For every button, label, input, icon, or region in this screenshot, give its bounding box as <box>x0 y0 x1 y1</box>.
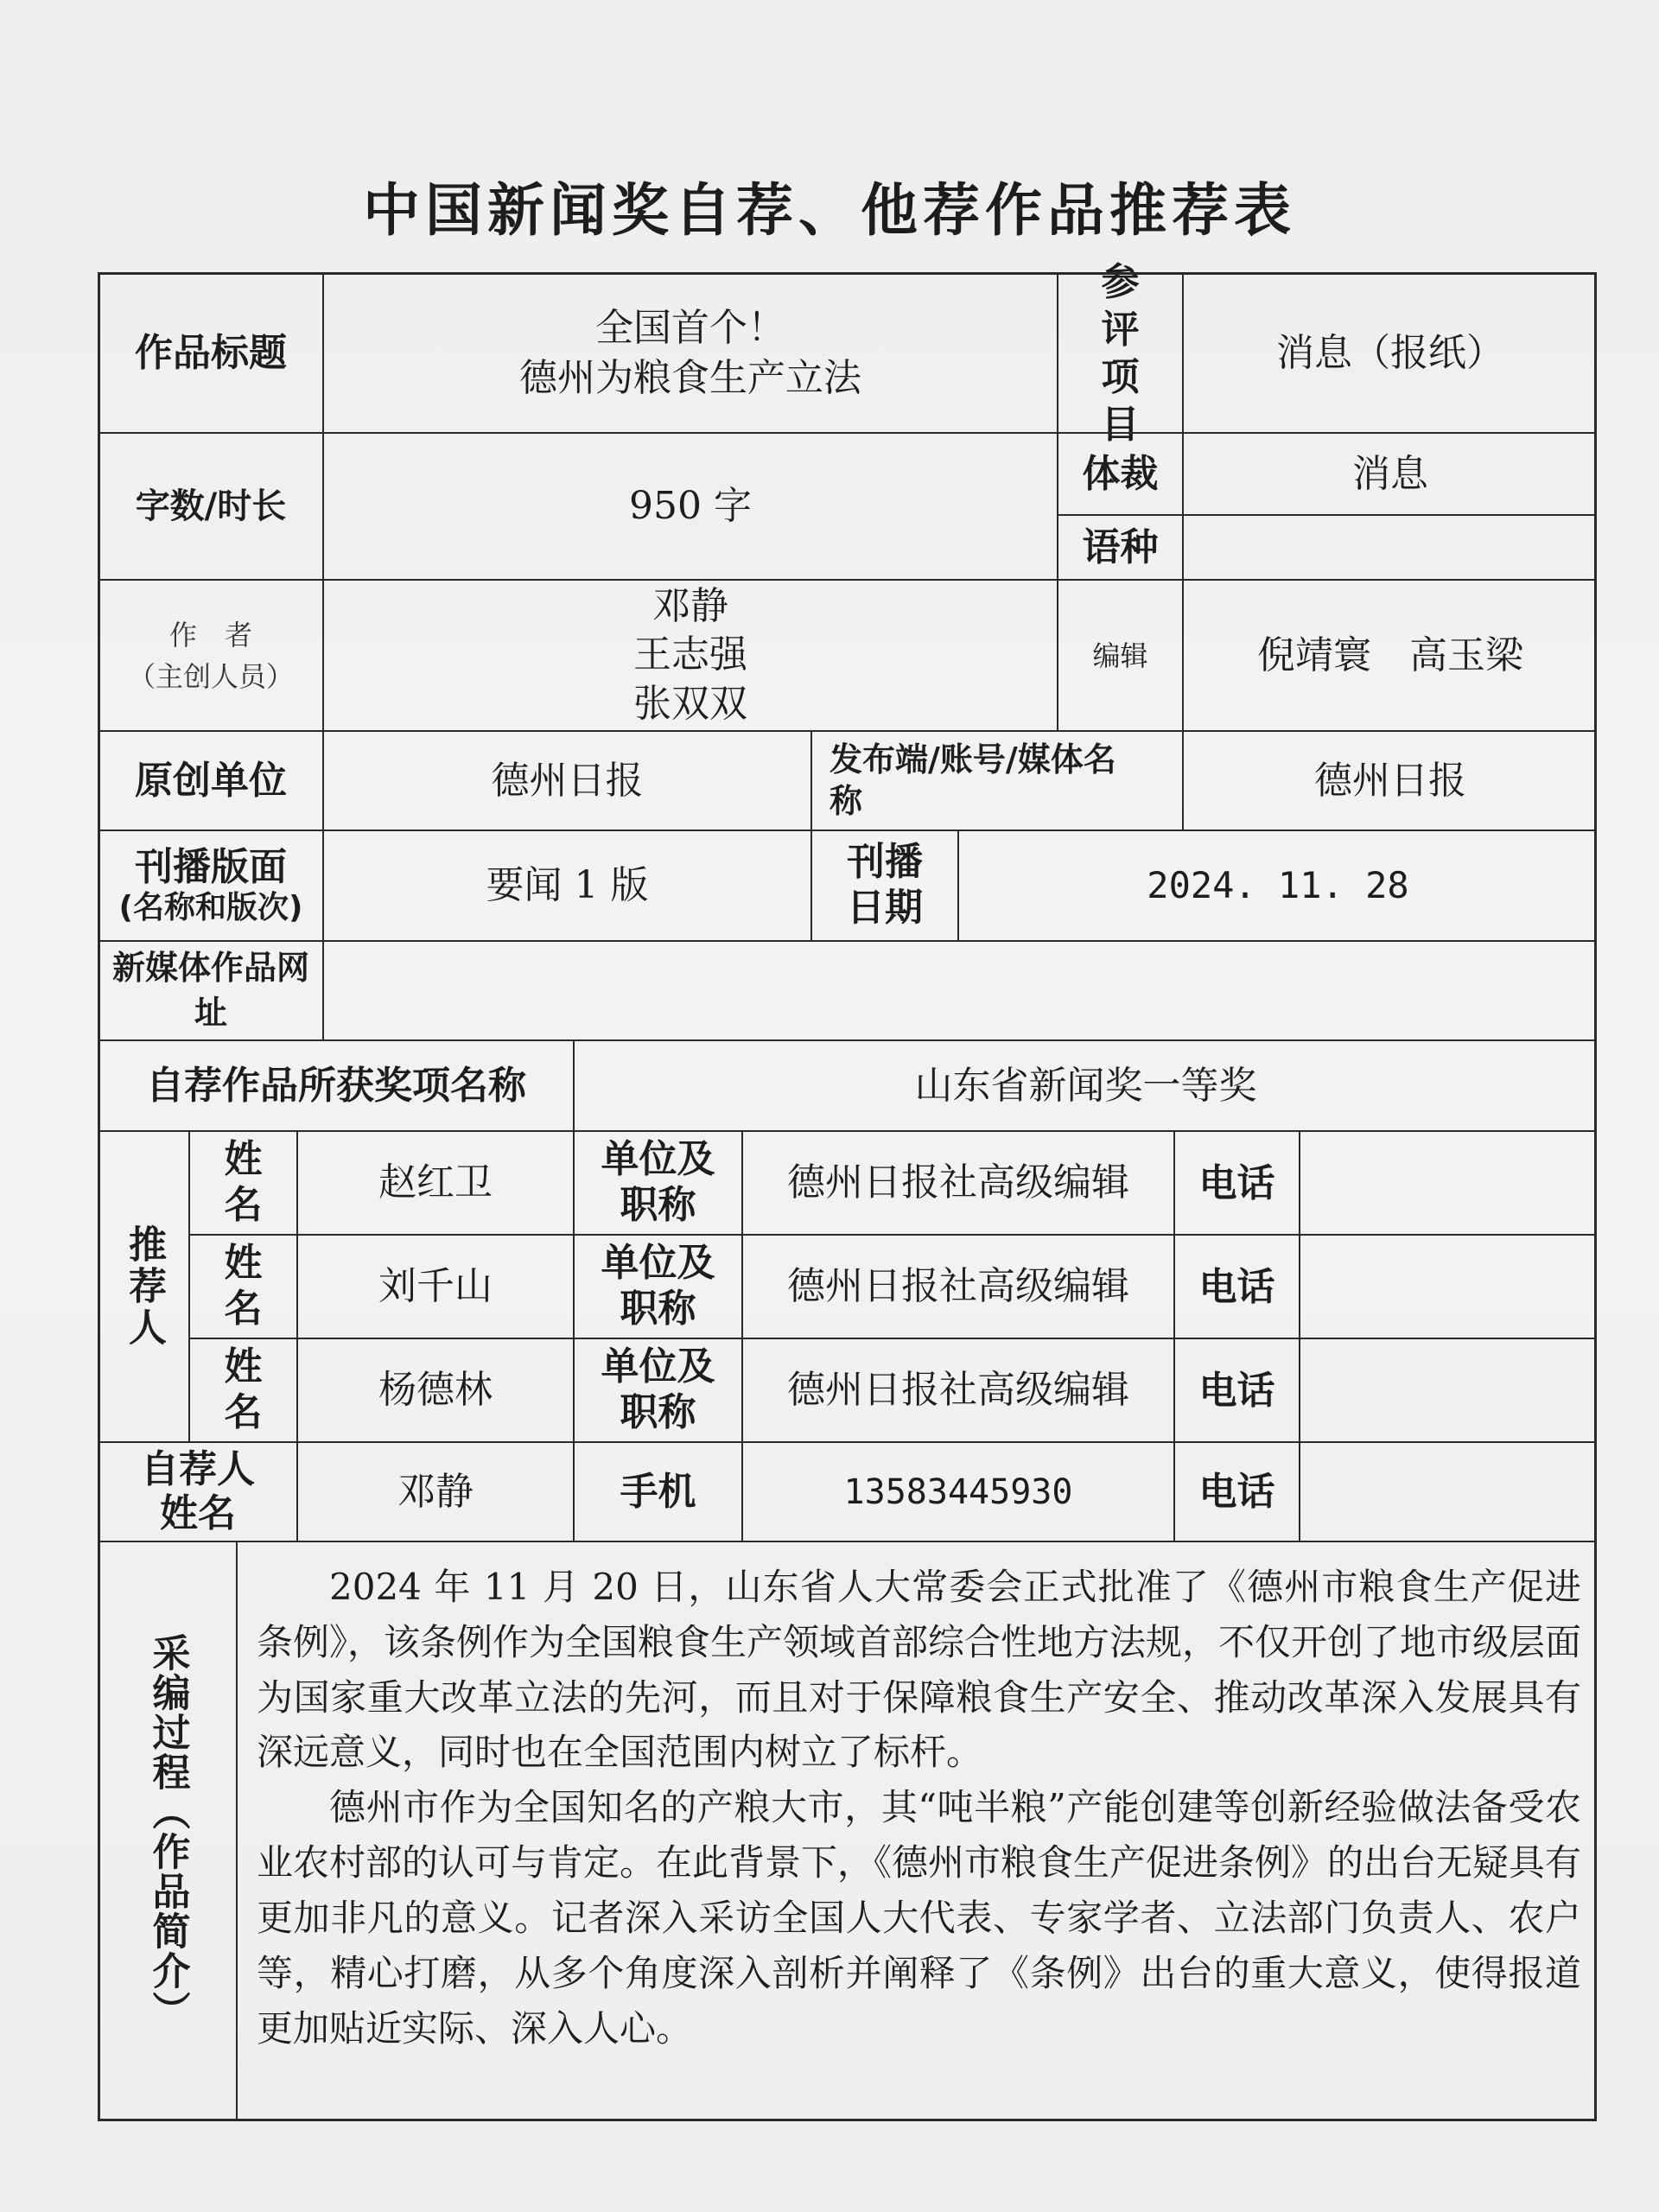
recommender-phone-label: 电话 <box>1173 1338 1299 1441</box>
recommender-unit-label: 单位及职称 <box>573 1338 741 1441</box>
page-label <box>98 830 322 940</box>
page-value: 要闻 1 版 <box>322 830 810 940</box>
date-value: 2024. 11. 28 <box>957 830 1597 940</box>
self-phone-label: 电话 <box>1173 1441 1299 1541</box>
mobile-value: 13583445930 <box>741 1441 1173 1541</box>
genre-label: 体裁 <box>1057 432 1182 514</box>
recommender-name: 刘千山 <box>296 1234 573 1338</box>
award-label: 自荐作品所获奖项名称 <box>98 1039 573 1130</box>
recommender-unit: 德州日报社高级编辑 <box>741 1130 1173 1234</box>
recommender-name-label: 姓名 <box>188 1234 296 1338</box>
recommender-unit-label: 单位及职称 <box>573 1234 741 1338</box>
recommenders-group-label <box>98 1130 188 1441</box>
recommender-unit: 德州日报社高级编辑 <box>741 1338 1173 1441</box>
process-paragraph: 2024 年 11 月 20 日，山东省人大常委会正式批准了《德州市粮食生产促进条例》，该条例作为全国粮食生产领域首部综合性地方法规，不仅开创了地市级层面为国家重大改革立法的先河，而且对于保障粮食生产安全、推动改革深入发展具有深远意义，同时也在全国范围内树立了标杆。 <box>257 1566 1582 1774</box>
recommender-name-label: 姓名 <box>188 1338 296 1441</box>
recommender-name: 赵红卫 <box>296 1130 573 1234</box>
page-title: 中国新闻奖自荐、他荐作品推荐表 <box>363 177 1296 244</box>
length-label: 字数/时长 <box>98 432 322 579</box>
self-phone-value <box>1299 1441 1597 1541</box>
category-label: 参评项目 <box>1057 272 1182 432</box>
genre-value: 消息 <box>1182 432 1597 514</box>
origin-value: 德州日报 <box>322 730 810 830</box>
recommender-unit-label: 单位及职称 <box>573 1130 741 1234</box>
recommendation-form <box>98 259 1597 2121</box>
work-title-line1: 全国首个！ <box>595 306 785 351</box>
authors-label <box>98 579 322 730</box>
work-title-line2: 德州为粮食生产立法 <box>519 355 861 400</box>
recommender-phone <box>1299 1234 1597 1338</box>
process-description <box>236 1541 1597 2121</box>
language-label: 语种 <box>1057 514 1182 579</box>
author-name: 邓静 <box>652 584 728 629</box>
page-label-main: 刊播版面 <box>135 844 287 889</box>
length-value: 950 字 <box>322 432 1057 579</box>
recommender-name-label: 姓名 <box>188 1130 296 1234</box>
recommenders-group-text: 推荐人 <box>122 1224 166 1349</box>
award-value: 山东省新闻奖一等奖 <box>573 1039 1597 1130</box>
page-label-sub: (名称和版次) <box>118 889 303 925</box>
editors-label: 编辑 <box>1057 579 1182 730</box>
url-label: 新媒体作品网址 <box>98 940 322 1039</box>
authors-value <box>322 579 1057 730</box>
recommender-phone <box>1299 1338 1597 1441</box>
authors-label-main: 作 者 <box>168 618 252 652</box>
recommender-name: 杨德林 <box>296 1338 573 1441</box>
work-title-value <box>322 272 1057 432</box>
date-label: 刊播日期 <box>810 830 957 940</box>
author-name: 王志强 <box>633 632 747 677</box>
platform-value: 德州日报 <box>1182 730 1597 830</box>
work-title-label: 作品标题 <box>98 272 322 432</box>
recommender-phone <box>1299 1130 1597 1234</box>
editors-value: 倪靖寰 高玉梁 <box>1182 579 1597 730</box>
self-recommender-name: 邓静 <box>296 1441 573 1541</box>
self-recommender-label: 自荐人姓名 <box>98 1441 296 1541</box>
recommender-phone-label: 电话 <box>1173 1234 1299 1338</box>
url-value <box>322 940 1597 1039</box>
process-label <box>98 1541 236 2121</box>
origin-label: 原创单位 <box>98 730 322 830</box>
platform-label: 发布端/账号/媒体名称 <box>810 730 1182 830</box>
recommender-unit: 德州日报社高级编辑 <box>741 1234 1173 1338</box>
authors-label-sub: （主创人员） <box>127 659 294 693</box>
recommender-phone-label: 电话 <box>1173 1130 1299 1234</box>
language-value <box>1182 514 1597 579</box>
process-label-text: 采编过程（作品简介） <box>145 1633 190 2031</box>
mobile-label: 手机 <box>573 1441 741 1541</box>
author-name: 张双双 <box>633 681 747 726</box>
category-value: 消息（报纸） <box>1182 272 1597 432</box>
process-paragraph: 德州市作为全国知名的产粮大市，其“吨半粮”产能创建等创新经验做法备受农业农村部的认可与肯定。在此背景下，《德州市粮食生产促进条例》的出台无疑具有更加非凡的意义。记者深入采访全国人大代表、专家学者、立法部门负责人、农户等，精心打磨，从多个角度深入剖析并阐释了《条例》出台的重大意义，使得报道更加贴近实际、深入人心。 <box>257 1786 1582 2050</box>
